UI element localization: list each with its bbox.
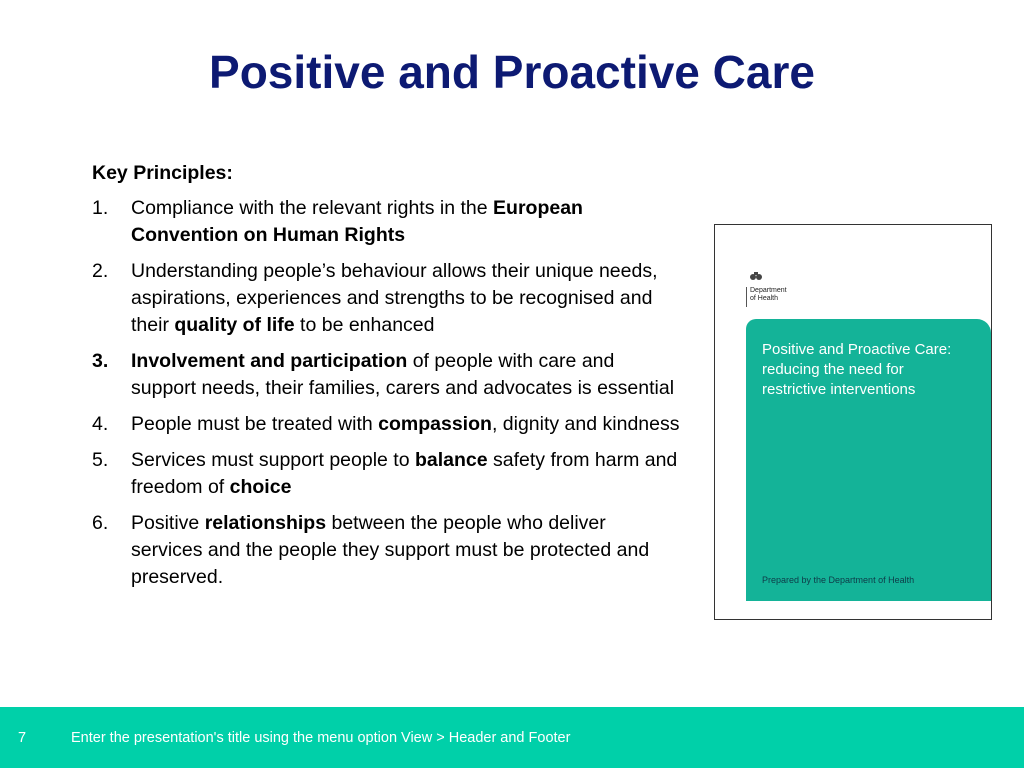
slide-footer [0, 707, 1024, 768]
principle-number: 2. [92, 260, 109, 282]
principle-item [92, 447, 682, 501]
principle-text: Understanding people’s behaviour allows their unique needs, aspirations, experiences and strengths to be recognised and their [131, 260, 658, 336]
principle-emphasis: choice [229, 476, 292, 498]
department-line-2: of Health [750, 295, 779, 302]
principle-emphasis: European Convention on Human Rights [131, 197, 583, 246]
royal-crest-icon [749, 271, 763, 283]
principle-number: 3. [92, 350, 109, 372]
principle-text: Positive [131, 512, 205, 534]
key-principles [92, 160, 682, 600]
principle-emphasis: Involvement and participation [131, 350, 408, 372]
principle-emphasis: relationships [204, 512, 327, 534]
footer-text: Enter the presentation's title using the menu option View > Header and Footer [71, 730, 571, 746]
principle-text: Services must support people to [131, 449, 415, 471]
principle-emphasis: compassion [378, 413, 492, 435]
principle-text: People must be treated with [131, 413, 379, 435]
principle-number: 5. [92, 449, 109, 471]
department-logo-text [750, 287, 810, 303]
principle-emphasis: quality of life [174, 314, 295, 336]
principle-text: of people with care and support needs, their families, carers and advocates is essential [131, 350, 675, 399]
page-number: 7 [18, 730, 27, 746]
principle-item [92, 510, 682, 591]
principle-emphasis: balance [414, 449, 488, 471]
principle-item [92, 348, 682, 402]
report-cover-image [714, 224, 992, 620]
cover-panel [746, 319, 991, 601]
key-principles-heading: Key Principles: [92, 162, 233, 184]
department-divider [746, 287, 747, 307]
principle-text: safety from harm and freedom of [131, 449, 678, 498]
principles-list [92, 195, 682, 591]
principle-item [92, 411, 682, 438]
principle-item [92, 195, 682, 249]
department-line-1: Department [750, 287, 787, 294]
principle-number: 1. [92, 197, 109, 219]
principle-text: , dignity and kindness [491, 413, 680, 435]
principle-number: 6. [92, 512, 109, 534]
principle-text: between the people who deliver services and the people they support must be protected and preserved. [131, 512, 650, 588]
principle-item [92, 258, 682, 339]
cover-title: Positive and Proactive Care: reducing the need for restrictive interventions [762, 341, 952, 398]
principle-number: 4. [92, 413, 109, 435]
principle-text: Compliance with the relevant rights in the [131, 197, 494, 219]
cover-footer: Prepared by the Department of Health [762, 575, 915, 585]
principle-text: to be enhanced [294, 314, 435, 336]
slide-title: Positive and Proactive Care [209, 46, 815, 98]
